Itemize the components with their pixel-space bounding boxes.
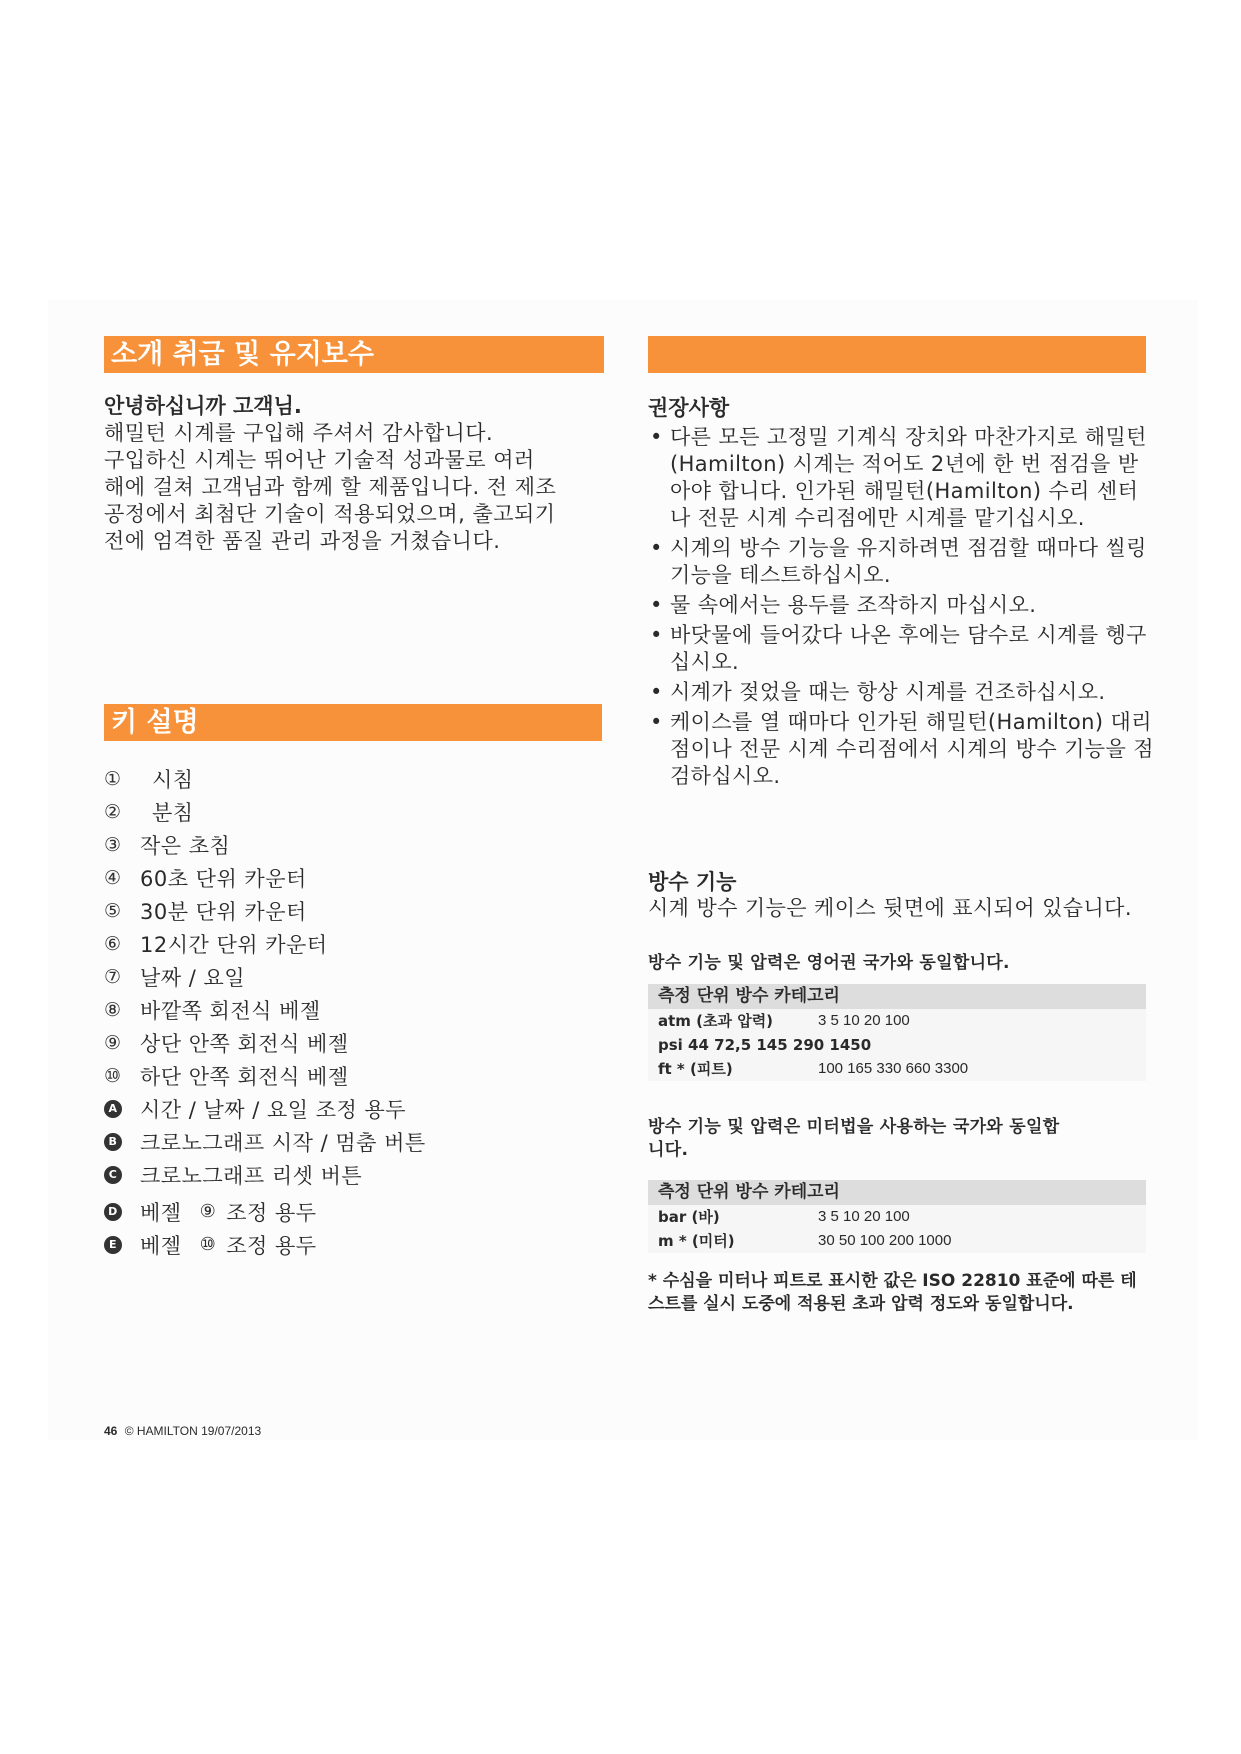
page-number: 46 bbox=[104, 1424, 118, 1438]
key-marker: ① bbox=[104, 767, 122, 790]
intro-line: 공정에서 최첨단 기술이 적용되었으며, 출고되기 bbox=[104, 502, 556, 526]
table-row bbox=[648, 1229, 1146, 1253]
key-label: 분침 bbox=[152, 800, 194, 825]
left-column bbox=[104, 336, 604, 373]
key-item bbox=[104, 828, 604, 861]
key-label: 시침 bbox=[152, 767, 194, 792]
key-label: 크로노그래프 리셋 버튼 bbox=[140, 1163, 363, 1188]
key-marker: ⑤ bbox=[104, 899, 122, 922]
key-marker: ⑦ bbox=[104, 965, 122, 988]
key-item bbox=[104, 1228, 604, 1261]
section-title-right bbox=[648, 336, 1146, 373]
right-column bbox=[648, 336, 1148, 373]
key-word: 베젤 bbox=[140, 1200, 182, 1225]
section-title-intro: 소개 취급 및 유지보수 bbox=[104, 336, 604, 373]
table-row bbox=[648, 1009, 1146, 1033]
key-marker-letter: A bbox=[104, 1100, 122, 1118]
table-row bbox=[648, 1205, 1146, 1229]
water-resistance-body: 시계 방수 기능은 케이스 뒷면에 표시되어 있습니다. bbox=[648, 896, 1132, 920]
table-row-label: m * (미터) bbox=[658, 1232, 735, 1250]
table-row-label: bar (바) bbox=[658, 1208, 720, 1226]
key-label: 조정 용두 bbox=[226, 1200, 317, 1225]
key-marker-letter: C bbox=[104, 1166, 122, 1184]
table-row-label: ft * (피트) bbox=[658, 1060, 733, 1078]
water-resistance-text bbox=[648, 894, 1158, 923]
key-item bbox=[104, 861, 604, 894]
key-marker-letter: B bbox=[104, 1133, 122, 1151]
key-item bbox=[104, 894, 604, 927]
greeting-heading: 안녕하십니까 고객님. bbox=[104, 394, 302, 418]
key-label: 바깥쪽 회전식 베젤 bbox=[140, 998, 321, 1023]
key-item bbox=[104, 993, 604, 1026]
key-label: 60초 단위 카운터 bbox=[140, 866, 307, 891]
key-item bbox=[104, 1158, 604, 1191]
table-row-values: 30 50 100 200 1000 bbox=[818, 1232, 952, 1249]
recommendation-item: • 케이스를 열 때마다 인가된 해밀턴(Hamilton) 대리점이나 전문 시계 수리점에서 시계의 방수 기능을 점검하십시오. bbox=[648, 709, 1158, 790]
key-item bbox=[104, 960, 604, 993]
copyright-text: © HAMILTON 19/07/2013 bbox=[124, 1424, 262, 1438]
key-ref-marker: ⑨ bbox=[199, 1201, 217, 1222]
table-row-label: atm (초과 압력) bbox=[658, 1012, 774, 1030]
key-item bbox=[104, 795, 604, 828]
recommendation-item: • 물 속에서는 용두를 조작하지 마십시오. bbox=[648, 592, 1158, 619]
key-marker: ③ bbox=[104, 833, 122, 856]
key-label: 시간 / 날짜 / 요일 조정 용두 bbox=[140, 1097, 407, 1122]
key-label: 날짜 / 요일 bbox=[140, 965, 246, 990]
key-item bbox=[104, 927, 604, 960]
key-label: 하단 안쪽 회전식 베젤 bbox=[140, 1064, 349, 1089]
page-footer bbox=[104, 1424, 261, 1438]
recommendation-item: • 바닷물에 들어갔다 나온 후에는 담수로 시계를 헹구십시오. bbox=[648, 622, 1158, 676]
key-marker-letter: D bbox=[104, 1203, 122, 1221]
key-item bbox=[104, 1125, 604, 1158]
pressure-table-metric bbox=[648, 1180, 1146, 1253]
key-marker: ⑧ bbox=[104, 998, 122, 1021]
intro-paragraph bbox=[104, 420, 614, 555]
recommendation-item: • 시계가 젖었을 때는 항상 시계를 건조하십시오. bbox=[648, 679, 1158, 706]
key-item bbox=[104, 1026, 604, 1059]
recommendation-item: • 다른 모든 고정밀 기계식 장치와 마찬가지로 해밀턴(Hamilton) 시계는 적어도 2년에 한 번 점검을 받아야 합니다. 인가된 해밀턴(Hamilton) 수리 센터나 전문 시계 수리점에만 시계를 맡기십시오. bbox=[648, 424, 1158, 532]
key-legend-list bbox=[104, 762, 604, 1261]
key-item bbox=[104, 1059, 604, 1092]
key-label: 12시간 단위 카운터 bbox=[140, 932, 328, 957]
key-marker-letter: E bbox=[104, 1236, 122, 1254]
table-row-values: 100 165 330 660 3300 bbox=[818, 1060, 969, 1077]
intro-line: 해에 걸쳐 고객님과 함께 할 제품입니다. 전 제조 bbox=[104, 475, 557, 499]
water-resistance-heading: 방수 기능 bbox=[648, 870, 737, 894]
key-label: 작은 초침 bbox=[140, 833, 231, 858]
table-row bbox=[648, 1033, 1146, 1057]
section-title-keys: 키 설명 bbox=[104, 704, 602, 741]
recommendation-item: • 시계의 방수 기능을 유지하려면 점검할 때마다 씰링 기능을 테스트하십시오. bbox=[648, 535, 1158, 589]
key-item bbox=[104, 1195, 604, 1228]
key-marker: ④ bbox=[104, 866, 122, 889]
key-marker: ⑥ bbox=[104, 932, 122, 955]
key-marker: ② bbox=[104, 800, 122, 823]
key-marker: ⑨ bbox=[104, 1031, 122, 1054]
table-row-label: psi 44 72,5 145 290 1450 bbox=[658, 1036, 872, 1054]
intro-line: 구입하신 시계는 뛰어난 기술적 성과물로 여러 bbox=[104, 448, 535, 472]
table-header: 측정 단위 방수 카테고리 bbox=[648, 1180, 1146, 1205]
key-item bbox=[104, 1092, 604, 1125]
key-marker: ⑩ bbox=[104, 1064, 122, 1087]
english-countries-note: 방수 기능 및 압력은 영어권 국가와 동일합니다. bbox=[648, 953, 1010, 973]
key-ref-marker: ⑩ bbox=[199, 1234, 217, 1255]
key-label: 크로노그래프 시작 / 멈춤 버튼 bbox=[140, 1130, 426, 1155]
metric-countries-note: 방수 기능 및 압력은 미터법을 사용하는 국가와 동일합니다. bbox=[648, 1117, 1060, 1160]
intro-line: 해밀턴 시계를 구입해 주셔서 감사합니다. bbox=[104, 421, 494, 445]
key-label: 상단 안쪽 회전식 베젤 bbox=[140, 1031, 349, 1056]
key-word: 베젤 bbox=[140, 1233, 182, 1258]
recommendations-heading: 권장사항 bbox=[648, 396, 730, 420]
table-row bbox=[648, 1057, 1146, 1081]
key-label: 30분 단위 카운터 bbox=[140, 899, 307, 924]
table-row-values: 3 5 10 20 100 bbox=[818, 1012, 910, 1029]
pressure-table-imperial bbox=[648, 984, 1146, 1081]
key-item bbox=[104, 762, 604, 795]
iso-footnote: * 수심을 미터나 피트로 표시한 값은 ISO 22810 표준에 따른 테스트를 실시 도중에 적용된 초과 압력 정도와 동일합니다. bbox=[648, 1271, 1137, 1314]
intro-line: 전에 엄격한 품질 관리 과정을 거쳤습니다. bbox=[104, 529, 501, 553]
table-row-values: 3 5 10 20 100 bbox=[818, 1208, 910, 1225]
recommendations-list bbox=[648, 424, 1158, 793]
key-label: 조정 용두 bbox=[226, 1233, 317, 1258]
table-header: 측정 단위 방수 카테고리 bbox=[648, 984, 1146, 1009]
